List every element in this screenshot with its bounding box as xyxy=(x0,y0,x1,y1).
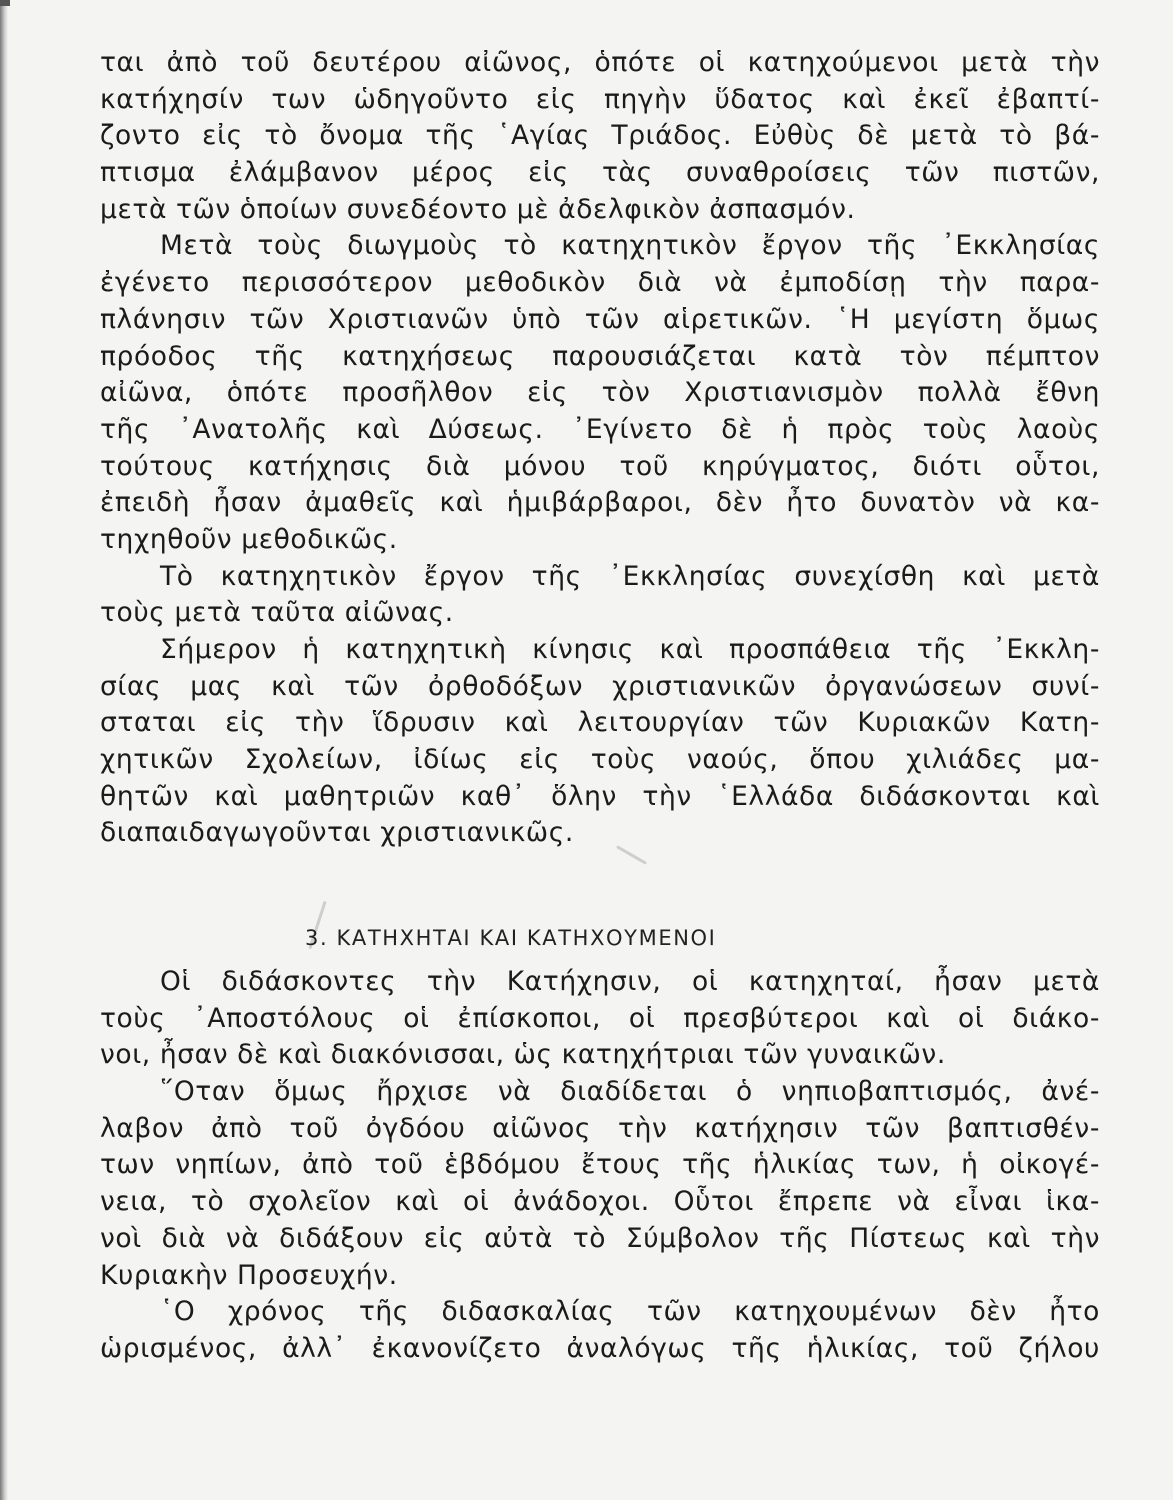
text-line: ῞Οταν ὅμως ἤρχισε νὰ διαδίδεται ὁ νηπιοβαπτισμός, ἀνέ- xyxy=(160,1076,1100,1108)
body-text-section-2 xyxy=(100,964,1100,1368)
text-line: κατήχησίν των ὡδηγοῦντο εἰς πηγὴν ὕδατος καὶ ἐκεῖ ἐβαπτί- xyxy=(100,83,1100,115)
text-line: μετὰ τῶν ὁποίων συνεδέοντο μὲ ἀδελφικὸν ἀσπασμόν. xyxy=(100,193,856,225)
text-line: τῆς ᾿Ανατολῆς καὶ Δύσεως. ᾿Εγίνετο δὲ ἡ πρὸς τοὺς λαοὺς xyxy=(100,413,1100,445)
text-line: διαπαιδαγωγοῦνται χριστιανικῶς. xyxy=(100,817,574,849)
text-line: τοὺς μετὰ ταῦτα αἰῶνας. xyxy=(100,597,454,629)
page-corner-mark xyxy=(0,0,10,6)
text-line: ται ἀπὸ τοῦ δευτέρου αἰῶνος, ὁπότε οἱ κατηχούμενοι μετὰ τὴν xyxy=(100,47,1100,78)
text-line: θητῶν καὶ μαθητριῶν καθ᾿ ὅλην τὴν ῾Ελλάδα διδάσκονται καὶ xyxy=(100,780,1100,812)
text-line: Κυριακὴν Προσευχήν. xyxy=(100,1259,398,1291)
text-line: αἰῶνα, ὁπότε προσῆλθον εἰς τὸν Χριστιανισμὸν πολλὰ ἔθνη xyxy=(100,377,1100,409)
text-line: τηχηθοῦν μεθοδικῶς. xyxy=(100,523,398,555)
text-line: τούτους κατήχησις διὰ μόνου τοῦ κηρύγματος, διότι οὗτοι, xyxy=(100,450,1100,482)
text-line: πλάνησιν τῶν Χριστιανῶν ὑπὸ τῶν αἱρετικῶν. ῾Η μεγίστη ὅμως xyxy=(100,303,1100,335)
text-line: των νηπίων, ἀπὸ τοῦ ἑβδόμου ἔτους τῆς ἡλικίας των, ἡ οἰκογέ- xyxy=(100,1149,1100,1181)
text-line: νεια, τὸ σχολεῖον καὶ οἱ ἀνάδοχοι. Οὗτοι ἔπρεπε νὰ εἶναι ἱκα- xyxy=(100,1186,1100,1218)
text-line: νοι, ἦσαν δὲ καὶ διακόνισσαι, ὡς κατηχήτριαι τῶν γυναικῶν. xyxy=(100,1039,946,1071)
text-line: νοὶ διὰ νὰ διδάξουν εἰς αὐτὰ τὸ Σύμβολον τῆς Πίστεως καὶ τὴν xyxy=(100,1222,1100,1254)
text-line: ἐγένετο περισσότερον μεθοδικὸν διὰ νὰ ἐμποδίσῃ τὴν παρα- xyxy=(100,267,1100,299)
body-text-section-1 xyxy=(100,45,1100,852)
section-heading: 3. ΚΑΤΗΧΗΤΑΙ ΚΑΙ ΚΑΤΗΧΟΥΜΕΝΟΙ xyxy=(305,926,717,950)
text-line: ὡρισμένος, ἀλλ᾿ ἐκανονίζετο ἀναλόγως τῆς ἡλικίας, τοῦ ζήλου xyxy=(100,1332,1100,1364)
text-line: τοὺς ᾿Αποστόλους οἱ ἐπίσκοποι, οἱ πρεσβύτεροι καὶ οἱ διάκο- xyxy=(100,1002,1100,1034)
text-line: Μετὰ τοὺς διωγμοὺς τὸ κατηχητικὸν ἔργον τῆς ᾿Εκκλησίας xyxy=(160,230,1100,262)
text-line: σίας μας καὶ τῶν ὀρθοδόξων χριστιανικῶν ὀργανώσεων συνί- xyxy=(100,670,1100,702)
text-line: ῾Ο χρόνος τῆς διδασκαλίας τῶν κατηχουμένων δὲν ἦτο xyxy=(160,1296,1100,1328)
text-line: Τὸ κατηχητικὸν ἔργον τῆς ᾿Εκκλησίας συνεχίσθη καὶ μετὰ xyxy=(160,560,1100,592)
text-line: χητικῶν Σχολείων, ἰδίως εἰς τοὺς ναούς, ὅπου χιλιάδες μα- xyxy=(100,744,1100,776)
page-edge-shadow xyxy=(0,0,8,1500)
text-line: ζοντο εἰς τὸ ὄνομα τῆς ῾Αγίας Τριάδος. Εὐθὺς δὲ μετὰ τὸ βά- xyxy=(100,120,1100,152)
text-line: πρόοδος τῆς κατηχήσεως παρουσιάζεται κατὰ τὸν πέμπτον xyxy=(100,340,1100,372)
text-line: πτισμα ἐλάμβανον μέρος εἰς τὰς συναθροίσεις τῶν πιστῶν, xyxy=(100,157,1100,189)
text-line: λαβον ἀπὸ τοῦ ὀγδόου αἰῶνος τὴν κατήχησιν τῶν βαπτισθέν- xyxy=(100,1112,1100,1144)
text-line: Σήμερον ἡ κατηχητικὴ κίνησις καὶ προσπάθεια τῆς ᾿Εκκλη- xyxy=(160,634,1100,665)
text-line: σταται εἰς τὴν ἵδρυσιν καὶ λειτουργίαν τῶν Κυριακῶν Κατη- xyxy=(100,707,1100,739)
text-line: ἐπειδὴ ἦσαν ἀμαθεῖς καὶ ἡμιβάρβαροι, δὲν ἦτο δυνατὸν νὰ κα- xyxy=(100,487,1100,519)
text-line: Οἱ διδάσκοντες τὴν Κατήχησιν, οἱ κατηχηταί, ἦσαν μετὰ xyxy=(160,966,1100,997)
